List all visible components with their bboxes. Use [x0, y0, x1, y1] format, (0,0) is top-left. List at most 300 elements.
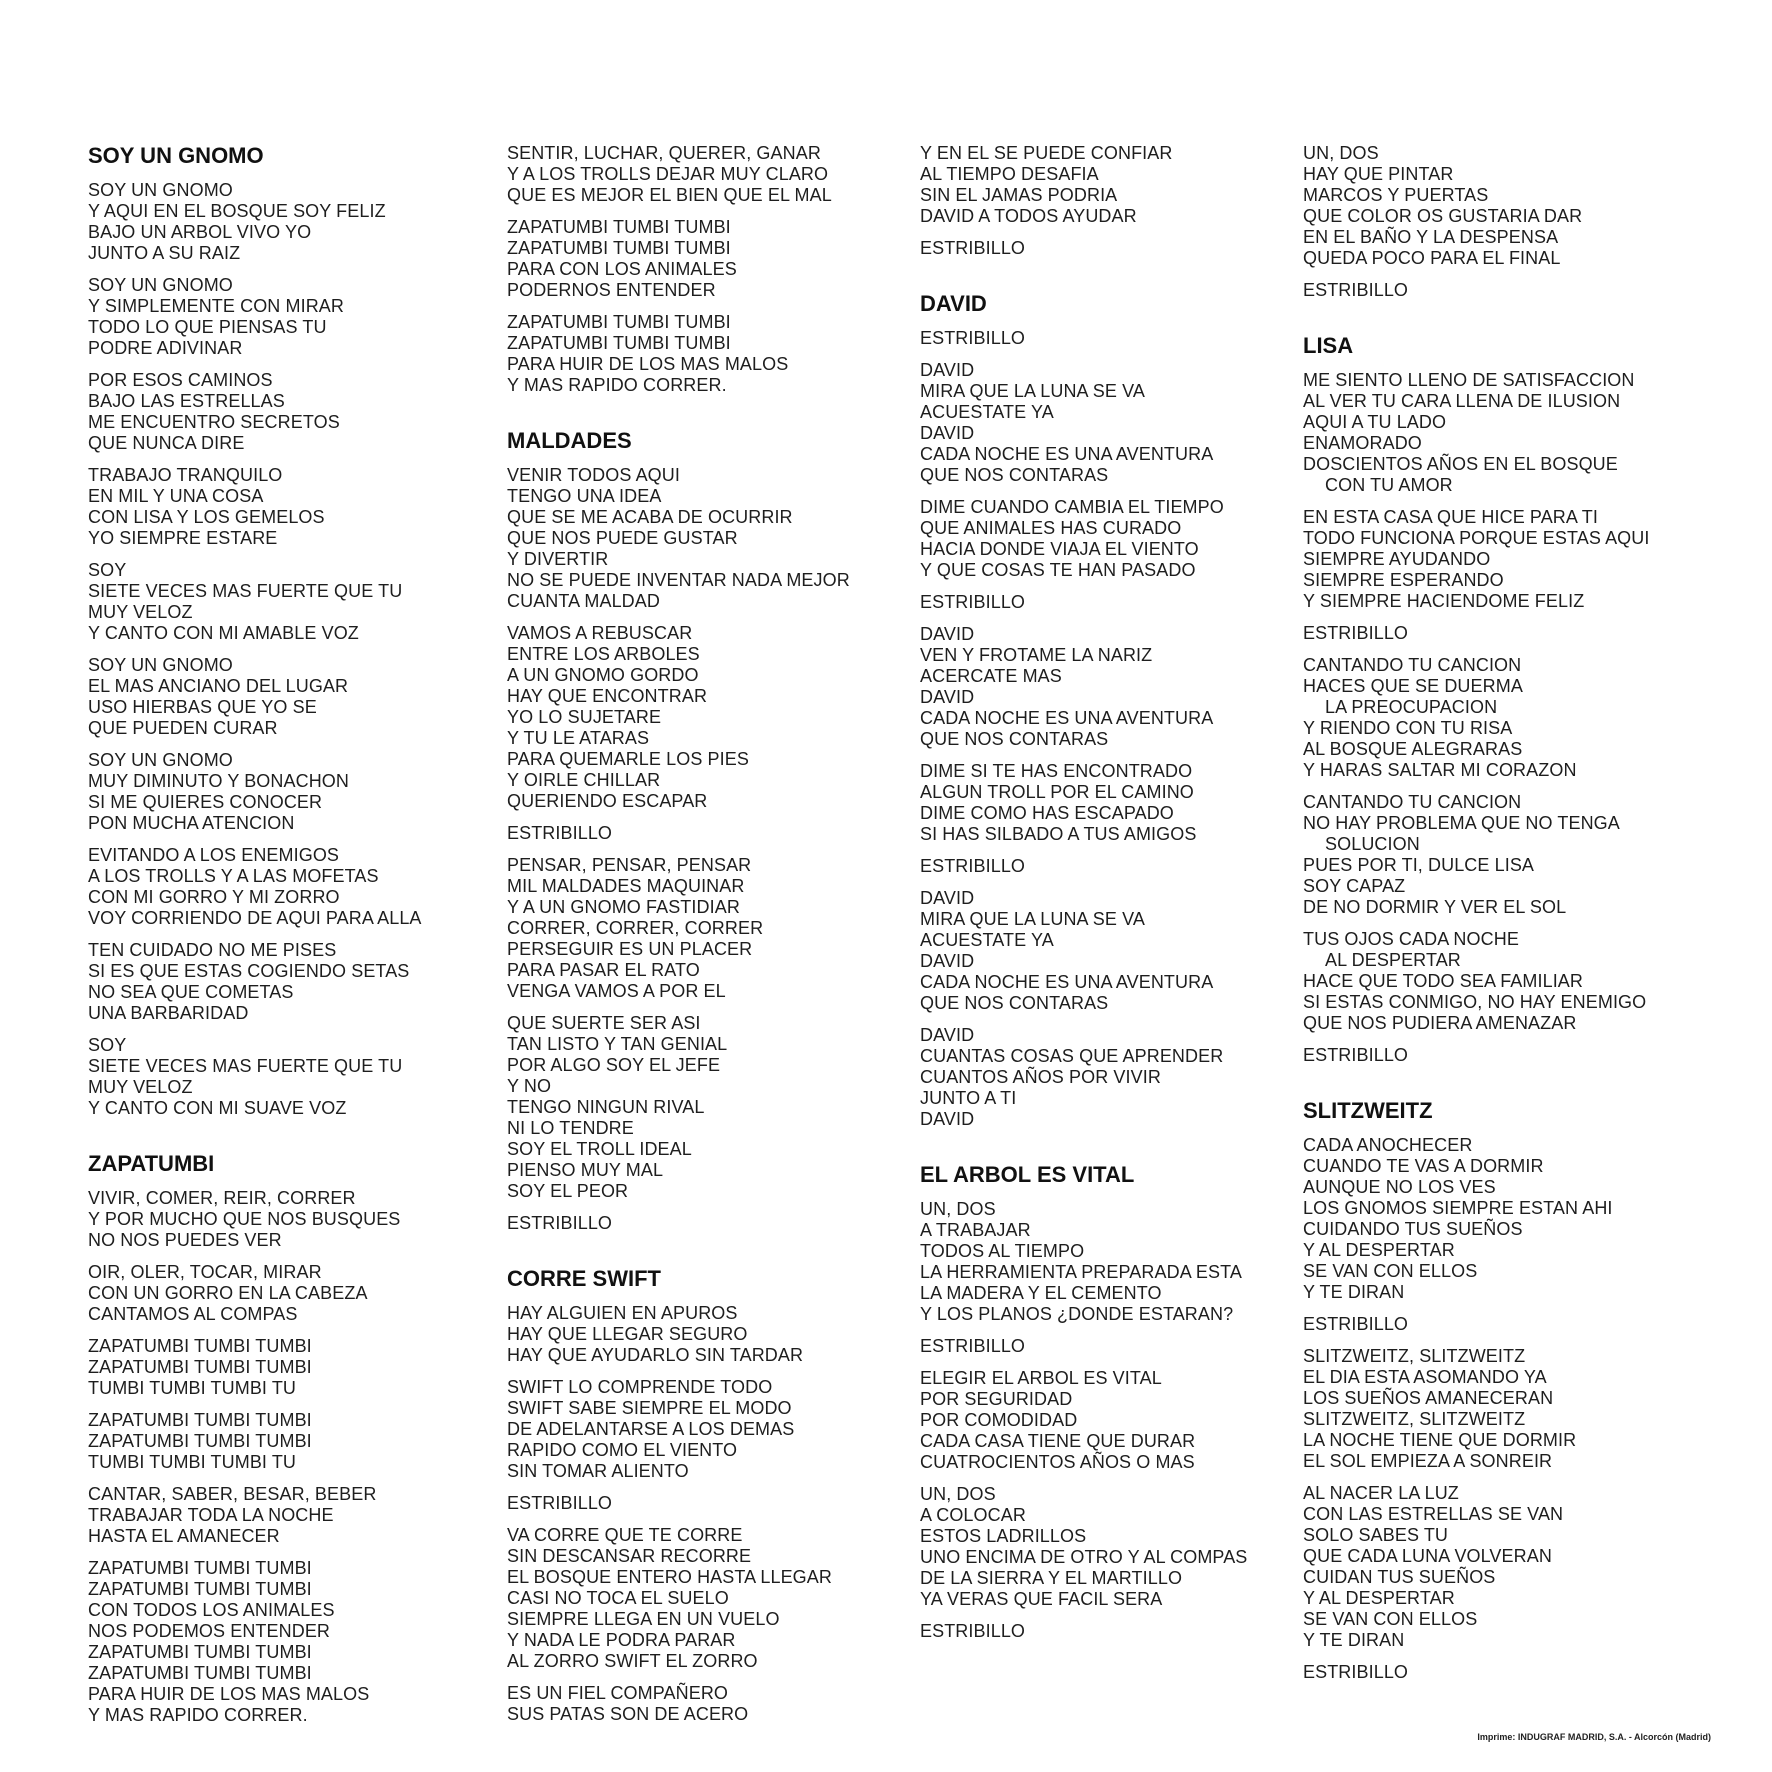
lyric-line: QUE NOS PUEDE GUSTAR: [507, 528, 738, 548]
lyric-line: HACE QUE TODO SEA FAMILIAR: [1303, 971, 1584, 991]
lyric-line: Y DIVERTIR: [507, 549, 609, 569]
stanza: [507, 217, 907, 301]
lyric-line: ESTRIBILLO: [507, 1493, 613, 1513]
stanza: [507, 1493, 907, 1514]
lyric-line: VAMOS A REBUSCAR: [507, 623, 693, 643]
lyric-line: BAJO LAS ESTRELLAS: [88, 391, 285, 411]
lyric-line: UN, DOS: [920, 1484, 996, 1504]
lyric-line: CON TU AMOR: [1325, 475, 1453, 495]
lyric-line: TENGO UNA IDEA: [507, 486, 662, 506]
lyric-line: PENSAR, PENSAR, PENSAR: [507, 855, 752, 875]
lyric-line: Y TE DIRAN: [1303, 1282, 1405, 1302]
lyric-line: VEN Y FROTAME LA NARIZ: [920, 645, 1153, 665]
stanza: [920, 888, 1320, 1014]
lyric-line: QUE CADA LUNA VOLVERAN: [1303, 1546, 1552, 1566]
stanza: [1303, 1314, 1743, 1335]
lyric-line: SOY UN GNOMO: [88, 275, 233, 295]
lyric-line: SIN TOMAR ALIENTO: [507, 1461, 689, 1481]
lyric-line: QUE NOS CONTARAS: [920, 993, 1109, 1013]
stanza: [507, 143, 907, 206]
song-title: DAVID: [920, 291, 987, 316]
lyric-line: TEN CUIDADO NO ME PISES: [88, 940, 337, 960]
lyric-line: CADA ANOCHECER: [1303, 1135, 1473, 1155]
lyric-line: SI ESTAS CONMIGO, NO HAY ENEMIGO: [1303, 992, 1647, 1012]
lyric-line: QUE NOS PUDIERA AMENAZAR: [1303, 1013, 1577, 1033]
lyric-line: DIME COMO HAS ESCAPADO: [920, 803, 1174, 823]
lyric-line: CASI NO TOCA EL SUELO: [507, 1588, 729, 1608]
lyric-line: CORRER, CORRER, CORRER: [507, 918, 764, 938]
lyric-line: SOY UN GNOMO: [88, 655, 233, 675]
lyric-line: YO SIEMPRE ESTARE: [88, 528, 278, 548]
lyric-line: QUE ANIMALES HAS CURADO: [920, 518, 1182, 538]
stanza: [507, 1013, 907, 1202]
stanza: [1303, 280, 1743, 301]
lyric-line: SOY UN GNOMO: [88, 750, 233, 770]
lyric-line: POR COMODIDAD: [920, 1410, 1078, 1430]
lyric-line: PARA PASAR EL RATO: [507, 960, 700, 980]
lyric-line: LOS GNOMOS SIEMPRE ESTAN AHI: [1303, 1198, 1613, 1218]
lyric-line: QUERIENDO ESCAPAR: [507, 791, 708, 811]
lyric-line: Y RIENDO CON TU RISA: [1303, 718, 1513, 738]
lyric-line: EL MAS ANCIANO DEL LUGAR: [88, 676, 349, 696]
lyric-line: Y CANTO CON MI AMABLE VOZ: [88, 623, 359, 643]
lyric-line: HAY ALGUIEN EN APUROS: [507, 1303, 738, 1323]
stanza: [920, 1621, 1320, 1642]
lyric-line: ESTRIBILLO: [920, 328, 1026, 348]
stanza: [1303, 1045, 1743, 1066]
lyric-line: QUE ES MEJOR EL BIEN QUE EL MAL: [507, 185, 832, 205]
lyric-line: AL ZORRO SWIFT EL ZORRO: [507, 1651, 758, 1671]
lyric-line: ESTRIBILLO: [1303, 1045, 1409, 1065]
lyric-line: NO SE PUEDE INVENTAR NADA MEJOR: [507, 570, 850, 590]
lyric-line: POR ESOS CAMINOS: [88, 370, 273, 390]
song-title: LISA: [1303, 333, 1354, 358]
lyric-line: SI ES QUE ESTAS COGIENDO SETAS: [88, 961, 410, 981]
stanza: [88, 465, 488, 549]
lyric-line: ESTRIBILLO: [920, 856, 1026, 876]
lyric-line: TODO FUNCIONA PORQUE ESTAS AQUI: [1303, 528, 1650, 548]
lyric-line: DE LA SIERRA Y EL MARTILLO: [920, 1568, 1183, 1588]
lyric-line: VENGA VAMOS A POR EL: [507, 981, 726, 1001]
lyric-line: TRABAJO TRANQUILO: [88, 465, 283, 485]
stanza: [920, 1336, 1320, 1357]
printer-credit: Imprime: INDUGRAF MADRID, S.A. - Alcorcón (Madrid): [1477, 1732, 1711, 1742]
stanza: [1303, 1346, 1743, 1472]
lyric-line: SIEMPRE ESPERANDO: [1303, 570, 1504, 590]
lyric-line: QUE PUEDEN CURAR: [88, 718, 278, 738]
lyric-line: MARCOS Y PUERTAS: [1303, 185, 1489, 205]
lyric-line: NOS PODEMOS ENTENDER: [88, 1621, 331, 1641]
lyric-line: PARA HUIR DE LOS MAS MALOS: [88, 1684, 370, 1704]
lyric-line: ESTRIBILLO: [1303, 1662, 1409, 1682]
lyric-line: HAY QUE ENCONTRAR: [507, 686, 708, 706]
lyric-line: DIME SI TE HAS ENCONTRADO: [920, 761, 1193, 781]
stanza: [1303, 507, 1743, 612]
lyric-line: CON UN GORRO EN LA CABEZA: [88, 1283, 368, 1303]
lyric-line: CUANTOS AÑOS POR VIVIR: [920, 1067, 1161, 1087]
lyric-line: Y SIMPLEMENTE CON MIRAR: [88, 296, 345, 316]
stanza: [920, 238, 1320, 259]
stanza: [88, 275, 488, 359]
lyric-line: SIEMPRE LLEGA EN UN VUELO: [507, 1609, 780, 1629]
lyric-line: LOS SUEÑOS AMANECERAN: [1303, 1388, 1554, 1408]
lyric-line: Y OIRLE CHILLAR: [507, 770, 661, 790]
stanza: [88, 370, 488, 454]
lyric-line: Y A LOS TROLLS DEJAR MUY CLARO: [507, 164, 829, 184]
lyric-line: AL VER TU CARA LLENA DE ILUSION: [1303, 391, 1621, 411]
lyric-line: ZAPATUMBI TUMBI TUMBI: [507, 333, 731, 353]
lyric-line: Y QUE COSAS TE HAN PASADO: [920, 560, 1196, 580]
lyric-line: PUES POR TI, DULCE LISA: [1303, 855, 1535, 875]
lyric-line: AL TIEMPO DESAFIA: [920, 164, 1099, 184]
lyric-line: TAN LISTO Y TAN GENIAL: [507, 1034, 728, 1054]
lyrics-column-3: [920, 143, 1320, 1653]
lyric-line: SWIFT LO COMPRENDE TODO: [507, 1377, 773, 1397]
lyric-line: SE VAN CON ELLOS: [1303, 1609, 1478, 1629]
lyric-line: Y SIEMPRE HACIENDOME FELIZ: [1303, 591, 1585, 611]
lyric-line: DAVID: [920, 423, 975, 443]
lyric-line: ME ENCUENTRO SECRETOS: [88, 412, 340, 432]
stanza: [920, 360, 1320, 486]
lyric-line: DAVID: [920, 888, 975, 908]
lyric-line: SOY EL PEOR: [507, 1181, 629, 1201]
lyric-line: SE VAN CON ELLOS: [1303, 1261, 1478, 1281]
lyric-line: CANTAMOS AL COMPAS: [88, 1304, 298, 1324]
lyric-line: VENIR TODOS AQUI: [507, 465, 680, 485]
lyric-line: SOY: [88, 560, 127, 580]
lyric-line: Y MAS RAPIDO CORRER.: [88, 1705, 308, 1725]
lyric-line: QUE SUERTE SER ASI: [507, 1013, 701, 1033]
lyric-line: Y AL DESPERTAR: [1303, 1588, 1455, 1608]
lyric-line: ESTRIBILLO: [920, 1621, 1026, 1641]
lyric-line: Y HARAS SALTAR MI CORAZON: [1303, 760, 1577, 780]
lyric-line: ESTRIBILLO: [920, 1336, 1026, 1356]
lyric-line: Y AL DESPERTAR: [1303, 1240, 1455, 1260]
lyric-line: PARA CON LOS ANIMALES: [507, 259, 737, 279]
lyric-line: VOY CORRIENDO DE AQUI PARA ALLA: [88, 908, 422, 928]
lyric-line: TODO LO QUE PIENSAS TU: [88, 317, 327, 337]
stanza: [507, 1213, 907, 1234]
stanza: [1303, 370, 1743, 496]
lyric-line: UNA BARBARIDAD: [88, 1003, 249, 1023]
lyric-line: PARA HUIR DE LOS MAS MALOS: [507, 354, 789, 374]
lyric-line: QUE NUNCA DIRE: [88, 433, 245, 453]
lyric-line: SOY CAPAZ: [1303, 876, 1406, 896]
stanza: [88, 1188, 488, 1251]
lyric-line: AL NACER LA LUZ: [1303, 1483, 1459, 1503]
lyric-line: AUNQUE NO LOS VES: [1303, 1177, 1496, 1197]
lyric-line: ES UN FIEL COMPAÑERO: [507, 1683, 729, 1703]
lyric-line: NO HAY PROBLEMA QUE NO TENGA: [1303, 813, 1620, 833]
lyric-line: EN MIL Y UNA COSA: [88, 486, 264, 506]
stanza: [1303, 1135, 1743, 1303]
stanza: [88, 1262, 488, 1325]
lyric-line: CANTAR, SABER, BESAR, BEBER: [88, 1484, 377, 1504]
song-title: SLITZWEITZ: [1303, 1098, 1433, 1123]
lyric-line: CON MI GORRO Y MI ZORRO: [88, 887, 340, 907]
lyric-line: A LOS TROLLS Y A LAS MOFETAS: [88, 866, 379, 886]
lyric-line: CON LAS ESTRELLAS SE VAN: [1303, 1504, 1564, 1524]
lyric-line: EL DIA ESTA ASOMANDO YA: [1303, 1367, 1547, 1387]
lyric-line: LA NOCHE TIENE QUE DORMIR: [1303, 1430, 1577, 1450]
lyric-line: ALGUN TROLL POR EL CAMINO: [920, 782, 1194, 802]
lyric-line: SI HAS SILBADO A TUS AMIGOS: [920, 824, 1197, 844]
stanza: [920, 143, 1320, 227]
lyric-line: NO SEA QUE COMETAS: [88, 982, 294, 1002]
lyric-line: YO LO SUJETARE: [507, 707, 662, 727]
lyric-line: BAJO UN ARBOL VIVO YO: [88, 222, 312, 242]
lyric-line: TUMBI TUMBI TUMBI TU: [88, 1378, 297, 1398]
lyric-line: PARA QUEMARLE LOS PIES: [507, 749, 749, 769]
lyric-line: SLITZWEITZ, SLITZWEITZ: [1303, 1346, 1526, 1366]
lyric-line: ELEGIR EL ARBOL ES VITAL: [920, 1368, 1162, 1388]
stanza: [1303, 623, 1743, 644]
stanza: [920, 328, 1320, 349]
lyric-line: NI LO TENDRE: [507, 1118, 634, 1138]
stanza: [507, 1377, 907, 1482]
stanza: [88, 750, 488, 834]
stanza: [507, 623, 907, 812]
lyric-line: Y AQUI EN EL BOSQUE SOY FELIZ: [88, 201, 386, 221]
lyric-line: Y MAS RAPIDO CORRER.: [507, 375, 727, 395]
lyric-line: SOLO SABES TU: [1303, 1525, 1449, 1545]
lyric-line: ZAPATUMBI TUMBI TUMBI: [88, 1431, 312, 1451]
lyric-line: LA PREOCUPACION: [1325, 697, 1498, 717]
lyric-line: SENTIR, LUCHAR, QUERER, GANAR: [507, 143, 821, 163]
lyric-line: ZAPATUMBI TUMBI TUMBI: [88, 1579, 312, 1599]
stanza: [88, 655, 488, 739]
lyric-line: MIRA QUE LA LUNA SE VA: [920, 381, 1145, 401]
lyric-line: PIENSO MUY MAL: [507, 1160, 664, 1180]
lyric-line: QUE SE ME ACABA DE OCURRIR: [507, 507, 793, 527]
stanza: [920, 1368, 1320, 1473]
lyric-line: ZAPATUMBI TUMBI TUMBI: [507, 217, 731, 237]
lyric-line: CUANTA MALDAD: [507, 591, 660, 611]
lyric-line: HACIA DONDE VIAJA EL VIENTO: [920, 539, 1199, 559]
lyric-line: EL SOL EMPIEZA A SONREIR: [1303, 1451, 1553, 1471]
lyric-line: A TRABAJAR: [920, 1220, 1031, 1240]
lyric-line: CADA CASA TIENE QUE DURAR: [920, 1431, 1196, 1451]
stanza: [88, 180, 488, 264]
song-title: CORRE SWIFT: [507, 1266, 661, 1291]
lyric-line: A UN GNOMO GORDO: [507, 665, 699, 685]
lyric-line: MUY DIMINUTO Y BONACHON: [88, 771, 350, 791]
stanza: [88, 1484, 488, 1547]
lyric-line: HACES QUE SE DUERMA: [1303, 676, 1523, 696]
lyrics-column-1: [88, 143, 488, 1737]
stanza: [920, 856, 1320, 877]
lyric-line: MIL MALDADES MAQUINAR: [507, 876, 745, 896]
lyric-line: HASTA EL AMANECER: [88, 1526, 280, 1546]
lyric-line: ZAPATUMBI TUMBI TUMBI: [88, 1410, 312, 1430]
lyric-line: CADA NOCHE ES UNA AVENTURA: [920, 972, 1214, 992]
lyric-line: HAY QUE AYUDARLO SIN TARDAR: [507, 1345, 804, 1365]
stanza: [920, 1025, 1320, 1130]
lyric-line: DAVID: [920, 624, 975, 644]
lyric-line: QUE NOS CONTARAS: [920, 729, 1109, 749]
lyric-line: EN ESTA CASA QUE HICE PARA TI: [1303, 507, 1598, 527]
lyric-line: CANTANDO TU CANCION: [1303, 655, 1522, 675]
lyric-line: Y A UN GNOMO FASTIDIAR: [507, 897, 740, 917]
lyric-line: ME SIENTO LLENO DE SATISFACCION: [1303, 370, 1635, 390]
lyric-line: DAVID: [920, 1109, 975, 1129]
stanza: [507, 1683, 907, 1725]
lyric-line: VIVIR, COMER, REIR, CORRER: [88, 1188, 356, 1208]
lyric-line: CUANTAS COSAS QUE APRENDER: [920, 1046, 1224, 1066]
lyric-line: QUEDA POCO PARA EL FINAL: [1303, 248, 1561, 268]
stanza: [507, 1303, 907, 1366]
stanza: [920, 1199, 1320, 1325]
lyric-line: SIN EL JAMAS PODRIA: [920, 185, 1118, 205]
lyrics-column-4: [1303, 143, 1743, 1694]
lyric-line: DIME CUANDO CAMBIA EL TIEMPO: [920, 497, 1224, 517]
lyric-line: Y NO: [507, 1076, 552, 1096]
lyric-line: TUS OJOS CADA NOCHE: [1303, 929, 1519, 949]
lyric-line: ESTRIBILLO: [920, 238, 1026, 258]
lyric-line: SUS PATAS SON DE ACERO: [507, 1704, 749, 1724]
song-title: ZAPATUMBI: [88, 1151, 215, 1176]
lyric-line: SOLUCION: [1325, 834, 1420, 854]
lyric-line: ZAPATUMBI TUMBI TUMBI: [507, 238, 731, 258]
lyric-line: EL BOSQUE ENTERO HASTA LLEGAR: [507, 1567, 832, 1587]
lyric-line: SLITZWEITZ, SLITZWEITZ: [1303, 1409, 1526, 1429]
stanza: [920, 1484, 1320, 1610]
stanza: [88, 1336, 488, 1399]
lyric-line: ACERCATE MAS: [920, 666, 1062, 686]
lyric-line: EVITANDO A LOS ENEMIGOS: [88, 845, 340, 865]
lyric-line: CUIDANDO TUS SUEÑOS: [1303, 1219, 1523, 1239]
lyric-line: LA MADERA Y EL CEMENTO: [920, 1283, 1162, 1303]
lyric-line: NO NOS PUEDES VER: [88, 1230, 282, 1250]
lyric-line: CADA NOCHE ES UNA AVENTURA: [920, 444, 1214, 464]
lyric-line: YA VERAS QUE FACIL SERA: [920, 1589, 1163, 1609]
lyric-line: Y EN EL SE PUEDE CONFIAR: [920, 143, 1173, 163]
lyric-line: ZAPATUMBI TUMBI TUMBI: [507, 312, 731, 332]
lyric-line: TUMBI TUMBI TUMBI TU: [88, 1452, 297, 1472]
lyric-line: ZAPATUMBI TUMBI TUMBI: [88, 1642, 312, 1662]
lyric-line: VA CORRE QUE TE CORRE: [507, 1525, 743, 1545]
lyric-line: SIN DESCANSAR RECORRE: [507, 1546, 752, 1566]
lyric-line: OIR, OLER, TOCAR, MIRAR: [88, 1262, 322, 1282]
lyric-line: A COLOCAR: [920, 1505, 1026, 1525]
lyric-line: ESTRIBILLO: [507, 1213, 613, 1233]
lyric-line: SOY EL TROLL IDEAL: [507, 1139, 692, 1159]
stanza: [1303, 655, 1743, 781]
lyric-line: ENAMORADO: [1303, 433, 1422, 453]
song-title: EL ARBOL ES VITAL: [920, 1162, 1135, 1187]
lyric-line: ESTRIBILLO: [1303, 280, 1409, 300]
lyric-line: RAPIDO COMO EL VIENTO: [507, 1440, 738, 1460]
lyric-line: ESTOS LADRILLOS: [920, 1526, 1087, 1546]
lyric-line: AQUI A TU LADO: [1303, 412, 1447, 432]
lyric-line: Y NADA LE PODRA PARAR: [507, 1630, 736, 1650]
lyric-line: ESTRIBILLO: [920, 592, 1026, 612]
lyric-line: CANTANDO TU CANCION: [1303, 792, 1522, 812]
lyric-line: TODOS AL TIEMPO: [920, 1241, 1085, 1261]
lyric-line: POR ALGO SOY EL JEFE: [507, 1055, 721, 1075]
lyric-line: AL BOSQUE ALEGRARAS: [1303, 739, 1523, 759]
lyric-line: PERSEGUIR ES UN PLACER: [507, 939, 753, 959]
lyric-line: Y TE DIRAN: [1303, 1630, 1405, 1650]
stanza: [507, 1525, 907, 1672]
lyric-line: SIETE VECES MAS FUERTE QUE TU: [88, 581, 403, 601]
lyric-line: SOY UN GNOMO: [88, 180, 233, 200]
lyric-line: SWIFT SABE SIEMPRE EL MODO: [507, 1398, 792, 1418]
stanza: [507, 465, 907, 612]
lyrics-column-2: [507, 143, 907, 1736]
stanza: [1303, 929, 1743, 1034]
lyric-line: EN EL BAÑO Y LA DESPENSA: [1303, 227, 1559, 247]
lyric-line: Y LOS PLANOS ¿DONDE ESTARAN?: [920, 1304, 1234, 1324]
stanza: [507, 312, 907, 396]
lyric-line: Y CANTO CON MI SUAVE VOZ: [88, 1098, 347, 1118]
lyric-line: CADA NOCHE ES UNA AVENTURA: [920, 708, 1214, 728]
lyric-line: MUY VELOZ: [88, 1077, 193, 1097]
lyric-line: ACUESTATE YA: [920, 930, 1054, 950]
lyric-line: CUANDO TE VAS A DORMIR: [1303, 1156, 1544, 1176]
lyric-line: ACUESTATE YA: [920, 402, 1054, 422]
lyric-line: ENTRE LOS ARBOLES: [507, 644, 700, 664]
lyric-line: SI ME QUIERES CONOCER: [88, 792, 323, 812]
lyric-line: DE NO DORMIR Y VER EL SOL: [1303, 897, 1567, 917]
lyric-line: JUNTO A TI: [920, 1088, 1017, 1108]
stanza: [88, 940, 488, 1024]
stanza: [507, 823, 907, 844]
lyric-line: SIETE VECES MAS FUERTE QUE TU: [88, 1056, 403, 1076]
lyric-line: HAY QUE LLEGAR SEGURO: [507, 1324, 748, 1344]
lyric-line: Y POR MUCHO QUE NOS BUSQUES: [88, 1209, 401, 1229]
lyric-line: ZAPATUMBI TUMBI TUMBI: [88, 1663, 312, 1683]
stanza: [1303, 792, 1743, 918]
lyric-line: QUE COLOR OS GUSTARIA DAR: [1303, 206, 1583, 226]
stanza: [1303, 143, 1743, 269]
lyric-line: PODERNOS ENTENDER: [507, 280, 716, 300]
lyric-line: HAY QUE PINTAR: [1303, 164, 1454, 184]
lyric-line: UN, DOS: [1303, 143, 1379, 163]
lyric-line: DAVID A TODOS AYUDAR: [920, 206, 1137, 226]
lyric-line: ESTRIBILLO: [1303, 1314, 1409, 1334]
stanza: [920, 592, 1320, 613]
lyric-line: UN, DOS: [920, 1199, 996, 1219]
lyric-line: TRABAJAR TODA LA NOCHE: [88, 1505, 334, 1525]
song-title: SOY UN GNOMO: [88, 143, 264, 168]
lyric-line: AL DESPERTAR: [1325, 950, 1461, 970]
stanza: [88, 560, 488, 644]
lyric-line: CUATROCIENTOS AÑOS O MAS: [920, 1452, 1195, 1472]
stanza: [88, 1558, 488, 1726]
lyric-line: QUE NOS CONTARAS: [920, 465, 1109, 485]
lyric-line: UNO ENCIMA DE OTRO Y AL COMPAS: [920, 1547, 1248, 1567]
lyric-line: ZAPATUMBI TUMBI TUMBI: [88, 1357, 312, 1377]
lyric-line: LA HERRAMIENTA PREPARADA ESTA: [920, 1262, 1242, 1282]
lyric-line: ESTRIBILLO: [1303, 623, 1409, 643]
lyric-line: ZAPATUMBI TUMBI TUMBI: [88, 1558, 312, 1578]
lyric-line: CON LISA Y LOS GEMELOS: [88, 507, 325, 527]
stanza: [920, 497, 1320, 581]
lyric-line: DAVID: [920, 360, 975, 380]
lyric-line: Y TU LE ATARAS: [507, 728, 650, 748]
lyric-line: ESTRIBILLO: [507, 823, 613, 843]
stanza: [88, 1035, 488, 1119]
stanza: [1303, 1483, 1743, 1651]
song-title: MALDADES: [507, 428, 632, 453]
lyric-line: PON MUCHA ATENCION: [88, 813, 295, 833]
lyric-line: TENGO NINGUN RIVAL: [507, 1097, 705, 1117]
lyric-line: USO HIERBAS QUE YO SE: [88, 697, 317, 717]
lyric-line: SIEMPRE AYUDANDO: [1303, 549, 1491, 569]
lyric-line: ZAPATUMBI TUMBI TUMBI: [88, 1336, 312, 1356]
stanza: [1303, 1662, 1743, 1683]
